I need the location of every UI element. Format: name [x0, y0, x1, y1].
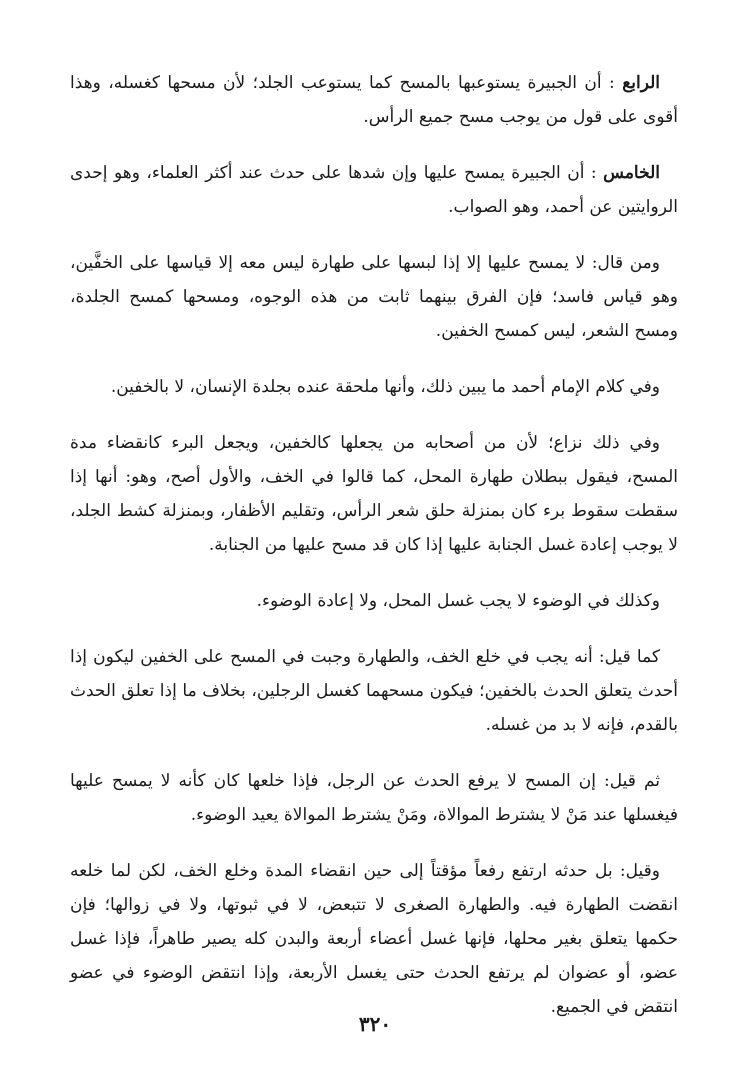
paragraph-text: ثم قيل: إن المسح لا يرفع الحدث عن الرجل، فإذا خلعها كان كأنه لا يمسح عليها فيغسلها عند مَنْ لا يشترط الموالاة، ومَنْ يشترط الموالاة يعيد الوضوء. [70, 771, 678, 825]
paragraph-fourth [70, 66, 678, 134]
paragraph [70, 370, 678, 404]
paragraph-text: كما قيل: أنه يجب في خلع الخف، والطهارة وجبت في المسح على الخفين ليكون إذا أحدث يتعلق الحدث بالخفين؛ فيكون مسحهما كغسل الرجلين، بخلاف ما إذا تعلق الحدث بالقدم، فإنه لا بد من غسله. [70, 647, 678, 735]
paragraph-text: : أن الجبيرة يستوعبها بالمسح كما يستوعب الجلد؛ لأن مسحها كغسله، وهذا أقوى على قول من يوجب مسح جميع الرأس. [70, 73, 678, 127]
paragraph [70, 854, 678, 1024]
paragraph-text: ومن قال: لا يمسح عليها إلا إذا لبسها على طهارة ليس معه إلا قياسها على الخفَّين، وهو قياس فاسد؛ فإن الفرق بينهما ثابت من هذه الوجوه، ومسحها كمسح الجلدة، ومسح الشعر، ليس كمسح الخفين. [70, 253, 678, 341]
paragraph-lead: الخامس [603, 163, 660, 183]
paragraph [70, 426, 678, 562]
paragraph-text: : أن الجبيرة يمسح عليها وإن شدها على حدث عند أكثر العلماء، وهو إحدى الروايتين عن أحمد، وهو الصواب. [70, 163, 678, 217]
paragraph-text: وفي كلام الإمام أحمد ما يبين ذلك، وأنها ملحقة عنده بجلدة الإنسان، لا بالخفين. [110, 377, 660, 397]
paragraph [70, 584, 678, 618]
paragraph [70, 246, 678, 348]
paragraph-lead: الرابع [622, 73, 661, 93]
paragraph [70, 764, 678, 832]
document-body [70, 66, 678, 1046]
paragraph-text: وفي ذلك نزاع؛ لأن من أصحابه من يجعلها كالخفين، ويجعل البرء كانقضاء مدة المسح، فيقول ببطلان طهارة المحل، كما قالوا في الخف، والأول أصح، وهو: أنها إذا سقطت سقوط برء كان بمنزلة حلق شعر الرأس، وتقليم الأظفار، وبمنزلة كشط الجلد، لا يوجب إعادة غسل الجنابة عليها إذا كان قد مسح عليها من الجنابة. [70, 433, 678, 555]
page-number: ٣٢٠ [358, 1012, 392, 1036]
paragraph-text: وقيل: بل حدثه ارتفع رفعاً مؤقتاً إلى حين انقضاء المدة وخلع الخف، لكن لما خلعه انقضت الطهارة فيه. والطهارة الصغرى لا تتبعض، لا في ثبوتها، ولا في زوالها؛ فإن حكمها يتعلق بغير محلها، فإنها غسل أعضاء أربعة والبدن كله يصير طاهراً، فإذا غسل عضو، أو عضوان لم يرتفع الحدث حتى يغسل الأربعة، وإذا انتقض الوضوء في عضو انتقض في الجميع. [70, 861, 678, 1017]
paragraph-fifth [70, 156, 678, 224]
paragraph-text: وكذلك في الوضوء لا يجب غسل المحل، ولا إعادة الوضوء. [256, 591, 660, 611]
paragraph [70, 640, 678, 742]
